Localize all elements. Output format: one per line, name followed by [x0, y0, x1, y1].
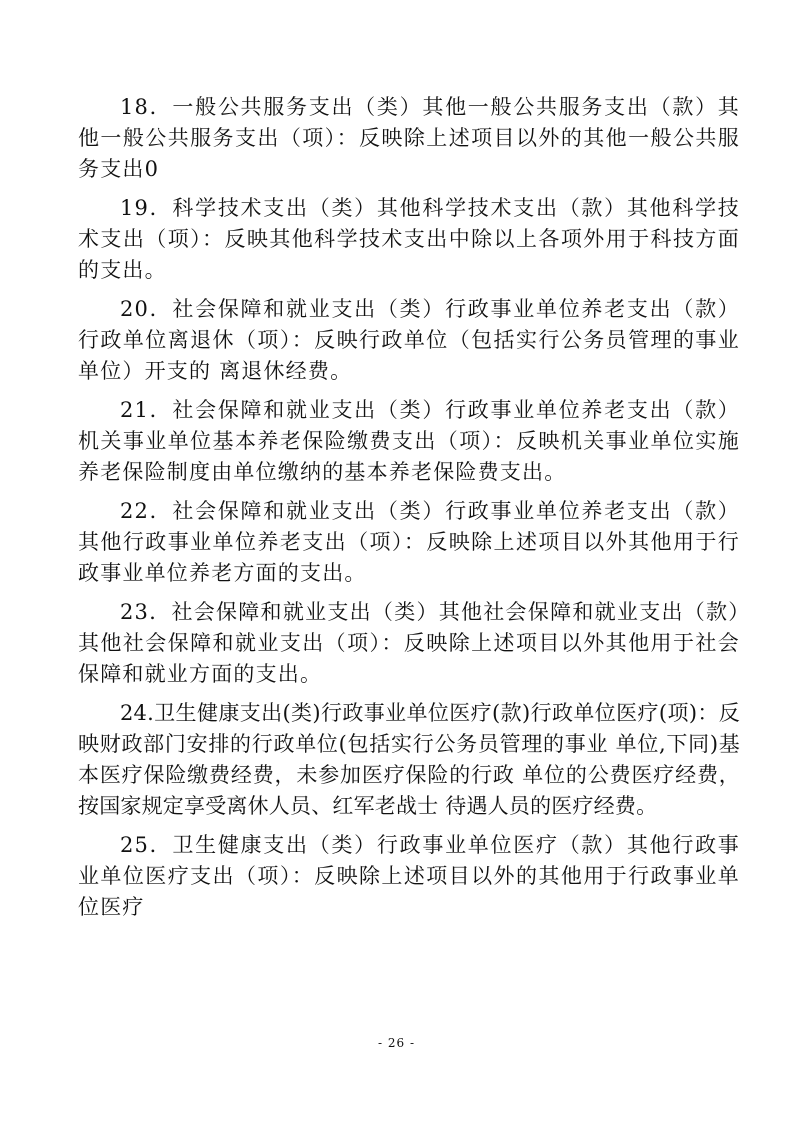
paragraph-22: 22．社会保障和就业支出（类）行政事业单位养老支出（款）其他行政事业单位养老支出（项）：反映除上述项目以外其他用于行政事业单位养老方面的支出。	[78, 499, 740, 585]
page-number: - 26 -	[377, 1036, 415, 1050]
paragraph-25: 25．卫生健康支出（类）行政事业单位医疗（款）其他行政事业单位医疗支出（项）：反映除上述项目以外的其他用于行政事业单位医疗	[78, 833, 740, 919]
paragraph-24: 24.卫生健康支出(类)行政事业单位医疗(款)行政单位医疗(项)：反映财政部门安排的行政单位(包括实行公务员管理的事业 单位,下同)基本医疗保险缴费经费，未参加医疗保险的行政 单位的公费医疗经费，按国家规定享受离休人员、红军老战士 待遇人员的医疗经费。	[78, 701, 740, 818]
paragraph-21: 21．社会保障和就业支出（类）行政事业单位养老支出（款）机关事业单位基本养老保险缴费支出（项）：反映机关事业单位实施养老保险制度由单位缴纳的基本养老保险费支出。	[78, 398, 740, 484]
paragraph-18: 18．一般公共服务支出（类）其他一般公共服务支出（款）其他一般公共服务支出（项）：反映除上述项目以外的其他一般公共服务支出0	[78, 95, 740, 181]
paragraph-20: 20．社会保障和就业支出（类）行政事业单位养老支出（款）行政单位离退休（项）：反映行政单位（包括实行公务员管理的事业单位）开支的 离退休经费。	[78, 297, 740, 383]
document-body	[78, 92, 740, 931]
paragraph-19: 19．科学技术支出（类）其他科学技术支出（款）其他科学技术支出（项）：反映其他科学技术支出中除以上各项外用于科技方面的支出。	[78, 196, 740, 282]
paragraph-23: 23．社会保障和就业支出（类）其他社会保障和就业支出（款）其他社会保障和就业支出（项）：反映除上述项目以外其他用于社会保障和就业方面的支出。	[78, 600, 740, 686]
